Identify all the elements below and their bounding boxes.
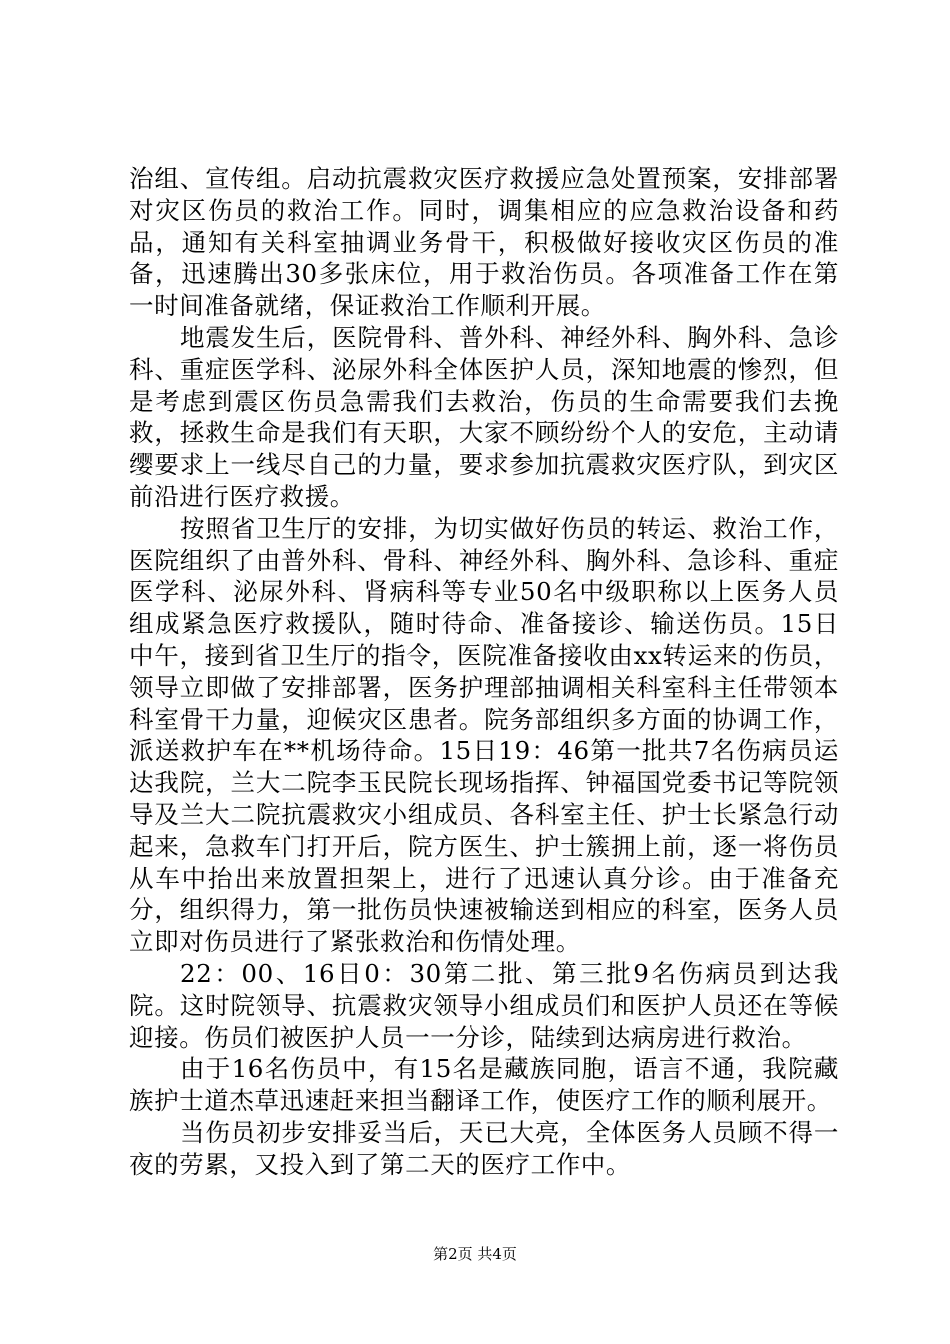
document-body bbox=[129, 163, 839, 1181]
paragraph-2: 地震发生后，医院骨科、普外科、神经外科、胸外科、急诊科、重症医学科、泌尿外科全体医护人员，深知地震的惨烈，但是考虑到震区伤员急需我们去救治，伤员的生命需要我们去挽救，拯救生命是我们有天职，大家不顾纷纷个人的安危，主动请缨要求上一线尽自己的力量，要求参加抗震救灾医疗队，到灾区前沿进行医疗救援。 bbox=[129, 322, 839, 511]
paragraph-1: 治组、宣传组。启动抗震救灾医疗救援应急处置预案，安排部署对灾区伤员的救治工作。同时，调集相应的应急救治设备和药品，通知有关科室抽调业务骨干，积极做好接收灾区伤员的准备，迅速腾出30多张床位，用于救治伤员。各项准备工作在第一时间准备就绪，保证救治工作顺利开展。 bbox=[129, 164, 839, 321]
paragraph-4: 22：00、16日0：30第二批、第三批9名伤病员到达我院。这时院领导、抗震救灾领导小组成员们和医护人员还在等候迎接。伤员们被医护人员一一分诊，陆续到达病房进行救治。 bbox=[129, 958, 839, 1052]
page-footer bbox=[0, 1244, 950, 1264]
page-number-label: 第2页 共4页 bbox=[433, 1245, 517, 1263]
paragraph-3: 按照省卫生厅的安排，为切实做好伤员的转运、救治工作，医院组织了由普外科、骨科、神经外科、胸外科、急诊科、重症医学科、泌尿外科、肾病科等专业50名中级职称以上医务人员组成紧急医疗救援队，随时待命、准备接诊、输送伤员。15日中午，接到省卫生厅的指令，医院准备接收由xx转运来的伤员，领导立即做了安排部署，医务护理部抽调相关科室科主任带领本科室骨干力量，迎候灾区患者。院务部组织多方面的协调工作，派送救护车在**机场待命。15日19：46第一批共7名伤病员运达我院，兰大二院李玉民院长现场指挥、钟福国党委书记等院领导及兰大二院抗震救灾小组成员、各科室主任、护士长紧急行动起来，急救车门打开后，院方医生、护士簇拥上前，逐一将伤员从车中抬出来放置担架上，进行了迅速认真分诊。由于准备充分，组织得力，第一批伤员快速被输送到相应的科室，医务人员立即对伤员进行了紧张救治和伤情处理。 bbox=[129, 513, 839, 957]
paragraph-6: 当伤员初步安排妥当后，天已大亮，全体医务人员顾不得一夜的劳累，又投入到了第二天的医疗工作中。 bbox=[129, 1117, 839, 1179]
paragraph-5: 由于16名伤员中，有15名是藏族同胞，语言不通，我院藏族护士道杰草迅速赶来担当翻译工作，使医疗工作的顺利展开。 bbox=[129, 1054, 839, 1116]
